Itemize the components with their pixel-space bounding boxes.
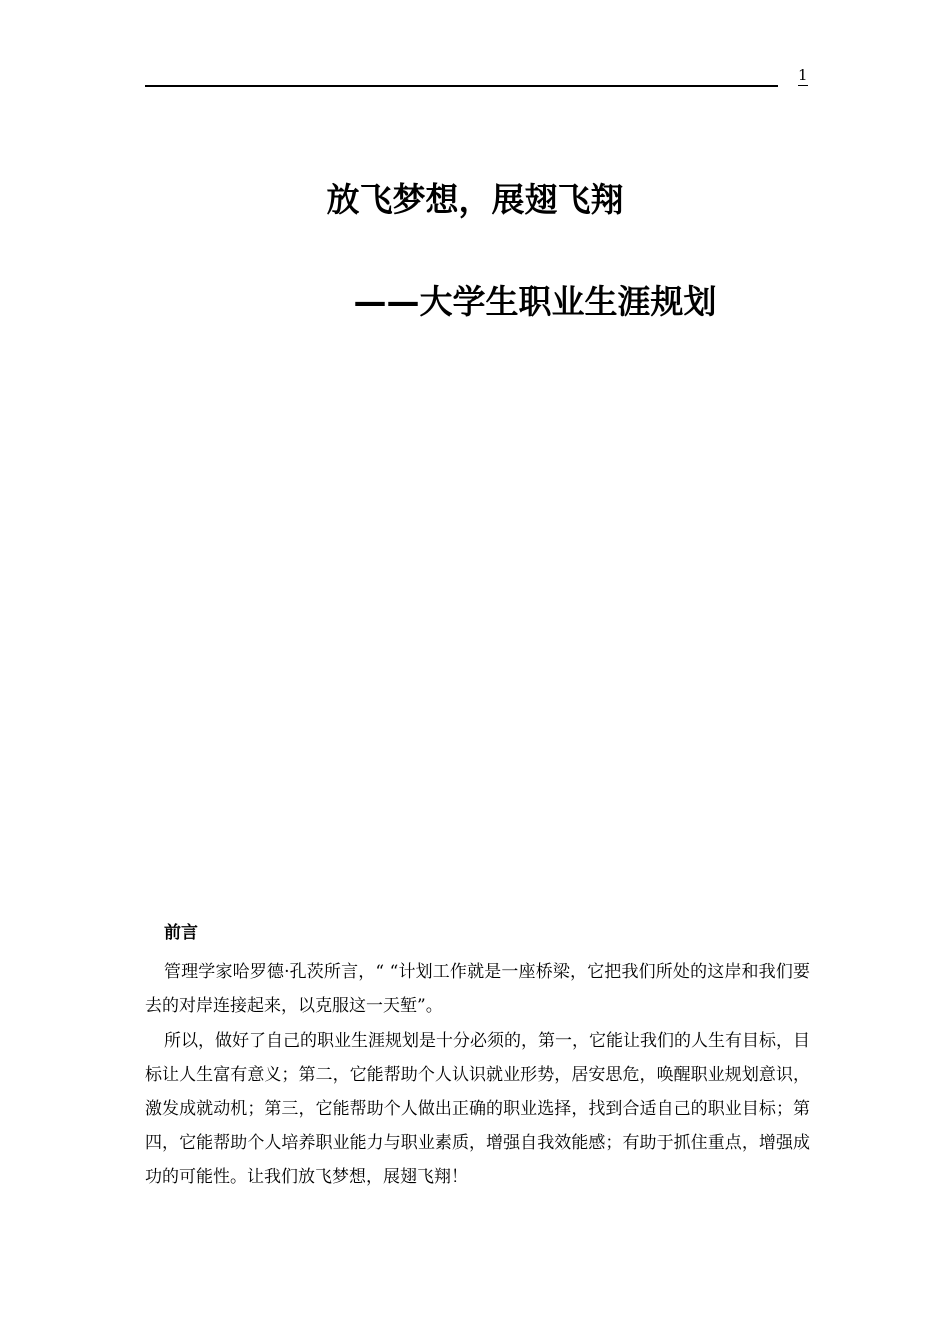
document-title: 放飞梦想，展翅飞翔 (326, 180, 624, 219)
preface-paragraph-1: 管理学家哈罗德·孔茨所言，“ “计划工作就是一座桥梁，它把我们所处的这岸和我们要去的对岸连接起来，以克服这一天堑”。 (145, 962, 810, 1016)
preface-paragraph-2: 所以，做好了自己的职业生涯规划是十分必须的，第一，它能让我们的人生有目标，目标让人生富有意义；第二，它能帮助个人认识就业形势，居安思危，唤醒职业规划意识，激发成就动机；第三，它能帮助个人做出正确的职业选择，找到合适自己的职业目标；第四，它能帮助个人培养职业能力与职业素质，增强自我效能感；有助于抓住重点，增强成功的可能性。让我们放飞梦想，展翅飞翔！ (145, 1031, 810, 1187)
header-rule (145, 85, 778, 87)
preface-heading: 前言 (164, 923, 198, 943)
page-number: 1 (798, 66, 808, 84)
document-subtitle: ——大学生职业生涯规划 (353, 282, 717, 321)
